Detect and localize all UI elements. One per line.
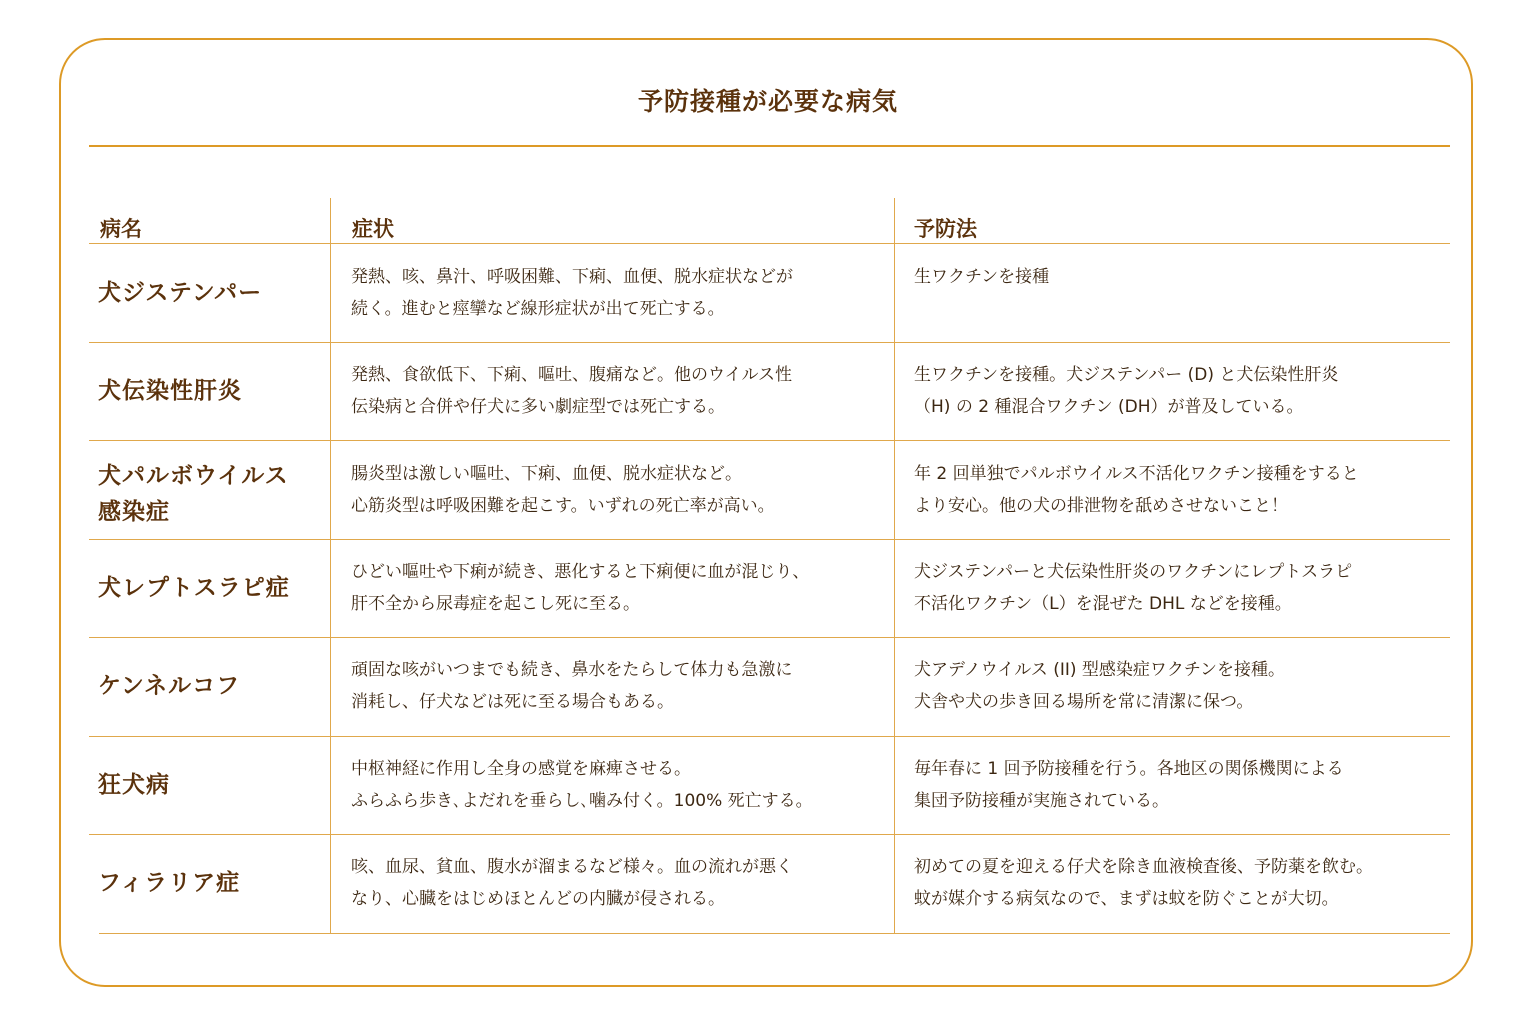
row-divider xyxy=(89,539,1450,540)
row-divider xyxy=(89,243,1450,244)
disease-name: 犬ジステンパー xyxy=(98,280,263,306)
symptoms-text: 咳、血尿、貧血、腹水が溜まるなど様々。血の流れが悪く なり、心臓をはじめほとんどの内臓が侵される。 xyxy=(351,857,793,909)
prevention-text: 毎年春に 1 回予防接種を行う。各地区の関係機関による 集団予防接種が実施されている。 xyxy=(914,759,1344,811)
header-symptoms: 症状 xyxy=(352,217,394,241)
prevention-text: 生ワクチンを接種 xyxy=(914,267,1050,287)
symptoms-text: ひどい嘔吐や下痢が続き、悪化すると下痢便に血が混じり、 肝不全から尿毒症を起こし死に至る。 xyxy=(351,562,810,614)
row-divider xyxy=(89,342,1450,343)
prevention-text: 犬ジステンパーと犬伝染性肝炎のワクチンにレプトスラピ 不活化ワクチン（L）を混ぜた DHL などを接種。 xyxy=(914,562,1353,614)
prevention-text: 年 2 回単独でパルボウイルス不活化ワクチン接種をすると より安心。他の犬の排泄物を舐めさせないこと！ xyxy=(914,464,1359,516)
symptoms-text: 中枢神経に作用し全身の感覚を麻痺させる。 ふらふら歩き､よだれを垂らし､噛み付く。100% 死亡する。 xyxy=(351,759,813,811)
column-divider xyxy=(330,198,331,934)
row-divider xyxy=(89,736,1450,737)
row-divider xyxy=(89,834,1450,835)
symptoms-text: 腸炎型は激しい嘔吐、下痢、血便、脱水症状など。 心筋炎型は呼吸困難を起こす。いずれの死亡率が高い。 xyxy=(351,464,775,516)
page-title: 予防接種が必要な病気 xyxy=(637,87,898,116)
symptoms-text: 発熱、咳、鼻汁、呼吸困難、下痢、血便、脱水症状などが 続く。進むと痙攣など線形症状が出て死亡する。 xyxy=(351,267,793,319)
header-name: 病名 xyxy=(100,217,142,241)
disease-name: 犬伝染性肝炎 xyxy=(98,378,242,404)
prevention-text: 初めての夏を迎える仔犬を除き血液検査後、予防薬を飲む。 蚊が媒介する病気なので、まずは蚊を防ぐことが大切。 xyxy=(914,857,1373,909)
column-divider xyxy=(894,198,895,934)
row-divider xyxy=(89,440,1450,441)
disease-name: フィラリア症 xyxy=(98,870,241,896)
row-divider xyxy=(99,933,1450,934)
title-divider xyxy=(89,145,1450,147)
header-prevention: 予防法 xyxy=(914,217,977,241)
symptoms-text: 発熱、食欲低下、下痢、嘔吐、腹痛など。他のウイルス性 伝染病と合併や仔犬に多い劇症型では死亡する。 xyxy=(351,365,792,417)
prevention-text: 犬アデノウイルス (II) 型感染症ワクチンを接種。 犬舎や犬の歩き回る場所を常に清潔に保つ。 xyxy=(914,660,1286,712)
disease-name: 犬パルボウイルス 感染症 xyxy=(98,463,289,525)
symptoms-text: 頑固な咳がいつまでも続き、鼻水をたらして体力も急激に 消耗し、仔犬などは死に至る場合もある。 xyxy=(351,660,793,712)
prevention-text: 生ワクチンを接種。犬ジステンパー (D) と犬伝染性肝炎 （H) の 2 種混合ワクチン (DH）が普及している。 xyxy=(914,365,1339,417)
row-divider xyxy=(89,637,1450,638)
disease-name: 犬レプトスラピ症 xyxy=(98,575,290,601)
disease-name: 狂犬病 xyxy=(98,772,170,798)
disease-name: ケンネルコフ xyxy=(98,673,241,699)
